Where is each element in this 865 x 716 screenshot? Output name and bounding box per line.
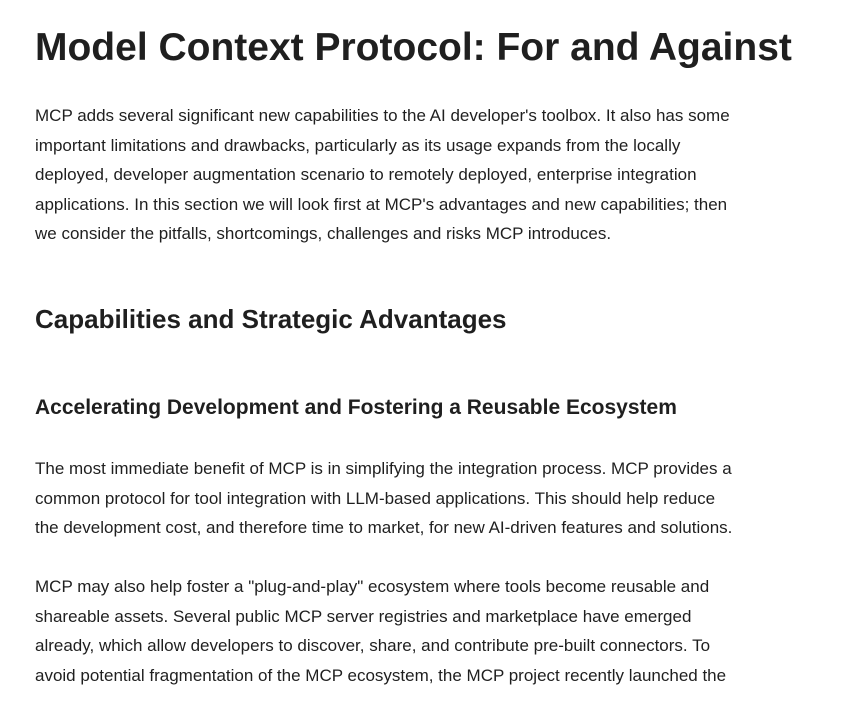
paragraph-line: The most immediate benefit of MCP is in simplifying the integration process. MCP provides a (35, 459, 732, 478)
subsection-heading: Accelerating Development and Fostering a Reusable Ecosystem (35, 396, 677, 419)
page-title: Model Context Protocol: For and Against (35, 26, 792, 69)
paragraph-line: important limitations and drawbacks, particularly as its usage expands from the locally (35, 135, 681, 155)
ecosystem-paragraph (35, 572, 726, 690)
integration-paragraph (35, 454, 732, 543)
paragraph-line: shareable assets. Several public MCP server registries and marketplace have emerged (35, 606, 692, 626)
paragraph-line: already, which allow developers to discover, share, and contribute pre-built connectors. To (35, 636, 711, 655)
paragraph-line: MCP adds several significant new capabilities to the AI developer's toolbox. It also has some (35, 106, 730, 125)
intro-paragraph (35, 101, 730, 249)
paragraph-line: we consider the pitfalls, shortcomings, challenges and risks MCP introduces. (35, 224, 612, 243)
paragraph-line: common protocol for tool integration with LLM-based applications. This should help reduce (35, 488, 716, 508)
paragraph-line: applications. In this section we will look first at MCP's advantages and new capabilities; then (35, 194, 728, 214)
paragraph-line: deployed, developer augmentation scenario to remotely deployed, enterprise integration (35, 165, 697, 184)
paragraph-line: the development cost, and therefore time to market, for new AI-driven features and solutions. (35, 518, 733, 537)
paragraph-line: avoid potential fragmentation of the MCP ecosystem, the MCP project recently launched the (35, 665, 727, 685)
paragraph-line: MCP may also help foster a "plug-and-play" ecosystem where tools become reusable and (35, 577, 710, 596)
section-heading: Capabilities and Strategic Advantages (35, 304, 507, 334)
